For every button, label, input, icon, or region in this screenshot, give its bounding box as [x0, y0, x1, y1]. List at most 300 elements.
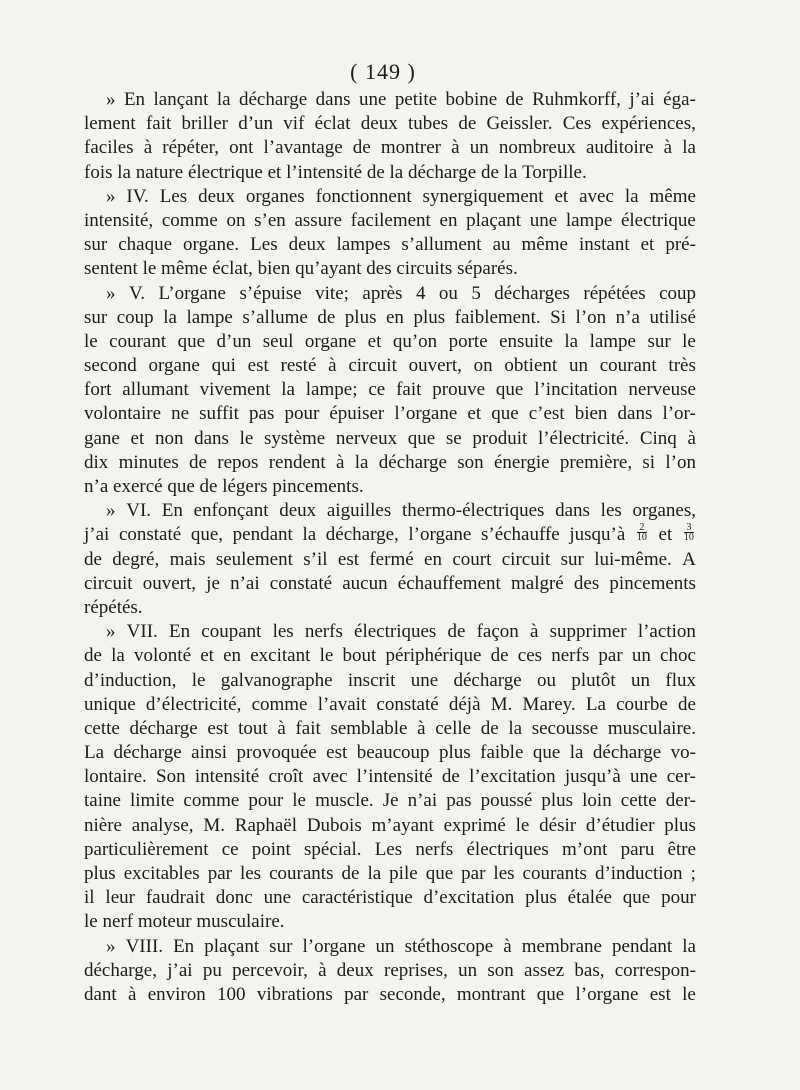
word: nerfs — [551, 645, 590, 667]
word: secousse — [531, 717, 599, 739]
word: A — [682, 548, 696, 570]
word: une — [529, 209, 558, 231]
word: la — [569, 742, 584, 764]
word: bout — [342, 645, 377, 667]
word: plus — [439, 742, 471, 764]
text-line — [84, 378, 696, 402]
word: caractéristique — [301, 887, 413, 909]
text-line — [84, 330, 696, 354]
word: M. — [490, 693, 513, 715]
word: décharge — [378, 451, 447, 473]
word: enfonçant — [193, 500, 269, 522]
word: ainsi — [191, 742, 228, 764]
word: nerveuse — [628, 379, 696, 401]
word: nerfs — [304, 621, 343, 643]
word: plus — [344, 306, 377, 328]
word: des — [366, 258, 397, 280]
word: je — [206, 572, 220, 594]
word: deux — [279, 500, 317, 522]
word: fermé — [369, 548, 414, 570]
word: et — [267, 161, 287, 183]
word: répétés. — [84, 596, 143, 618]
word: pincements — [609, 572, 696, 594]
word: à — [128, 983, 137, 1005]
word: ; — [690, 863, 696, 884]
word: de — [441, 766, 460, 788]
word: n’ai — [230, 572, 260, 594]
word: pour — [284, 403, 320, 425]
word: courants — [269, 863, 334, 884]
word: le — [515, 814, 530, 836]
word: Marey. — [522, 693, 576, 715]
word: légers — [222, 476, 273, 497]
word: lampes — [336, 234, 391, 256]
word: nature — [135, 161, 188, 183]
word: l’organe — [575, 983, 639, 1005]
word: de — [341, 863, 360, 884]
word: pour — [661, 887, 696, 909]
word: de — [677, 693, 696, 715]
word: constaté — [118, 524, 182, 546]
word: Je — [382, 790, 399, 812]
word: même — [161, 258, 213, 280]
word: à — [328, 355, 337, 377]
text-line — [84, 741, 696, 765]
word: un — [375, 935, 395, 957]
word: lui-même. — [594, 548, 672, 570]
word: organe — [304, 330, 357, 352]
word: der- — [665, 790, 696, 812]
word: sur — [647, 330, 671, 352]
text-line — [84, 209, 696, 233]
word: montrer — [380, 137, 441, 159]
word: et — [658, 524, 673, 546]
word: bas, — [574, 959, 605, 981]
word: leur — [105, 887, 135, 909]
word: assez — [524, 959, 565, 981]
text-line — [84, 717, 696, 741]
word: » — [106, 935, 116, 957]
word: obtient — [504, 355, 558, 377]
word: Dubois — [306, 814, 362, 836]
word: lampe — [589, 330, 636, 352]
word: Geissler. — [486, 113, 553, 135]
word: très — [668, 355, 696, 377]
word: décharge — [453, 669, 522, 691]
word: paru — [620, 838, 655, 860]
word: et — [554, 185, 569, 207]
word: flux — [665, 669, 696, 691]
text-line — [84, 814, 696, 838]
text-line — [84, 451, 696, 475]
word: ouvert, — [408, 355, 462, 377]
word: d’un — [238, 113, 274, 135]
word: Cinq — [639, 427, 677, 449]
word: assure — [294, 209, 342, 231]
word: pré- — [665, 234, 696, 256]
word: à — [529, 621, 539, 643]
word: bien — [574, 403, 608, 425]
word: aiguilles — [326, 500, 392, 522]
word: à — [143, 137, 153, 159]
word: tubes — [407, 113, 449, 135]
word: pour — [248, 790, 284, 812]
word: reprises, — [384, 959, 448, 981]
word: pu — [202, 959, 222, 981]
word: de — [366, 161, 390, 183]
word: spécial. — [304, 838, 362, 860]
word: que, — [190, 524, 224, 546]
word: bobine — [445, 89, 498, 110]
word: de — [317, 306, 336, 328]
word: allumant — [122, 379, 189, 401]
word: et — [130, 427, 145, 449]
word: Ruhmkorff, — [532, 89, 621, 110]
word: organes — [245, 185, 305, 207]
word: utilisé — [649, 306, 696, 328]
word: lampe; — [305, 379, 358, 401]
word: répétées — [583, 282, 646, 304]
word: Les — [250, 234, 278, 256]
word: taine — [84, 790, 121, 812]
word: musculaire. — [196, 911, 285, 933]
word: de — [199, 476, 223, 497]
word: est — [207, 717, 229, 739]
word: 100 — [217, 983, 246, 1005]
word: deux — [336, 959, 374, 981]
word: répéter, — [162, 137, 219, 159]
word: électrique — [187, 161, 268, 183]
word: En — [168, 621, 191, 643]
text-line — [84, 693, 696, 717]
word: beaucoup — [356, 742, 430, 764]
text-line — [84, 88, 696, 112]
text-line — [84, 644, 696, 668]
word: que — [495, 379, 524, 401]
word: que — [491, 403, 519, 425]
word: particulièrement — [84, 838, 209, 860]
word: ou — [438, 282, 458, 304]
word: La — [585, 693, 606, 715]
word: que — [622, 887, 651, 909]
word: décharge — [407, 161, 481, 183]
word: Son — [156, 766, 186, 788]
word: volontaire — [84, 403, 162, 425]
word: en — [439, 209, 458, 231]
word: de — [447, 621, 466, 643]
word: d’un — [216, 330, 252, 352]
word: de — [480, 717, 499, 739]
word: que — [167, 476, 200, 497]
word: la — [111, 645, 125, 667]
word: décharge — [592, 742, 662, 764]
word: décharge — [239, 89, 308, 110]
text-line — [84, 838, 696, 862]
text-line — [84, 669, 696, 693]
word: est — [326, 742, 348, 764]
word: par — [461, 863, 486, 884]
fraction-numerator: 3 — [684, 523, 694, 533]
word: 5 — [471, 282, 481, 304]
word: d’induction, — [84, 669, 177, 691]
word: et — [467, 403, 482, 425]
word: Raphaël — [234, 814, 298, 836]
word: de — [84, 548, 102, 570]
word: épuiser — [329, 403, 385, 425]
word: déjà — [448, 693, 481, 715]
word: décharge — [113, 742, 182, 764]
word: musculaire. — [607, 717, 696, 739]
word: faciles — [84, 137, 134, 159]
word: ne — [171, 403, 190, 425]
word: non — [154, 427, 184, 449]
text-line — [84, 306, 696, 330]
word: et — [367, 330, 382, 352]
word: poussé — [480, 790, 533, 812]
word: pas — [249, 403, 275, 425]
word: cette — [84, 717, 120, 739]
word: si — [642, 451, 656, 473]
text-line — [84, 282, 696, 306]
word: circuit — [501, 548, 551, 570]
word: lampe — [186, 306, 233, 328]
word: première, — [559, 451, 633, 473]
word: courants — [522, 863, 587, 884]
word: l’avait — [317, 693, 367, 715]
text-line — [84, 862, 696, 886]
word: la — [389, 161, 408, 183]
word: le — [682, 330, 696, 352]
word: donc — [215, 887, 253, 909]
fraction-numerator: 2 — [637, 523, 647, 533]
word: circuits — [396, 258, 458, 280]
word: plaçant — [466, 209, 522, 231]
word: V. — [128, 282, 145, 304]
word: l’intensité — [356, 766, 433, 788]
word: en — [424, 548, 442, 570]
word: En — [123, 89, 146, 110]
word: j’ai — [167, 959, 193, 981]
word: stéthoscope — [404, 935, 494, 957]
word: s’épuise — [239, 282, 302, 304]
word: excitables — [123, 863, 200, 884]
text-line — [84, 959, 696, 983]
word: périphérique — [385, 645, 482, 667]
word: l’organe — [394, 403, 458, 425]
word: seulement — [215, 548, 293, 570]
word: coup — [659, 282, 696, 304]
word: l’avantage — [263, 137, 343, 159]
word: comme — [161, 209, 218, 231]
word: la — [508, 717, 523, 739]
word: électriques — [466, 838, 549, 860]
word: VIII. — [125, 935, 164, 957]
word: pas — [446, 790, 472, 812]
word: et — [200, 645, 214, 667]
word: la — [302, 524, 317, 546]
word: sur — [84, 306, 108, 328]
word: dix — [84, 451, 109, 473]
word: à — [663, 137, 673, 159]
word: la — [163, 306, 177, 328]
word: la — [564, 330, 579, 352]
word: faudrait — [145, 887, 205, 909]
word: le — [142, 258, 162, 280]
word: faible — [480, 742, 524, 764]
word: au — [492, 234, 511, 256]
word: m’ont — [561, 838, 608, 860]
word: à — [318, 959, 327, 981]
word: le — [292, 790, 306, 812]
word: mais — [169, 548, 206, 570]
word: il — [84, 887, 95, 909]
word: la — [281, 379, 295, 401]
word: vif — [283, 113, 305, 135]
word: fort — [84, 379, 112, 401]
word: des — [573, 572, 600, 594]
text-line — [84, 257, 696, 281]
word: malgré — [510, 572, 564, 594]
word: cette — [620, 790, 657, 812]
word: M. — [203, 814, 225, 836]
body-text — [84, 88, 696, 1007]
word: décharge, — [84, 959, 157, 981]
word: produit — [472, 427, 528, 449]
word: m’ayant — [371, 814, 434, 836]
word: ce — [221, 838, 239, 860]
word: L’organe — [158, 282, 226, 304]
word: Si — [550, 306, 567, 328]
word: d’électricité, — [145, 693, 242, 715]
text-line — [84, 620, 696, 644]
word: point — [251, 838, 291, 860]
word: fonctionnent — [315, 185, 412, 207]
word: provoquée — [236, 742, 317, 764]
word: n’ai — [407, 790, 438, 812]
word: dans — [315, 89, 351, 110]
word: éclat — [314, 113, 351, 135]
word: de — [505, 89, 524, 110]
word: environ — [147, 983, 206, 1005]
word: loin — [582, 790, 612, 812]
word: les — [493, 863, 515, 884]
word: gane — [84, 427, 120, 449]
word: pendant — [612, 935, 673, 957]
word: courbe — [616, 693, 668, 715]
word: son — [457, 451, 484, 473]
word: système — [264, 427, 326, 449]
word: décharges — [494, 282, 570, 304]
word: que — [536, 983, 565, 1005]
word: porte — [448, 330, 488, 352]
word: seul — [262, 330, 294, 352]
word: que — [532, 742, 561, 764]
word: prouve — [432, 379, 486, 401]
word: muscle. — [315, 790, 374, 812]
word: plus — [664, 814, 696, 836]
word: cer- — [666, 766, 696, 788]
word: d’excitation — [423, 887, 515, 909]
word: ces — [517, 645, 543, 667]
word: électriques — [354, 621, 437, 643]
word: qu’on — [392, 330, 438, 352]
word: » — [106, 500, 116, 522]
word: pincements. — [272, 476, 364, 497]
word: s’échauffe — [480, 524, 560, 546]
word: nerfs — [415, 838, 454, 860]
text-line — [84, 499, 696, 523]
word: croît — [268, 766, 304, 788]
word: plus — [84, 863, 116, 884]
word: n’a — [84, 476, 114, 497]
word: organes, — [632, 500, 696, 522]
word: qu’ayant — [295, 258, 367, 280]
word: le — [239, 427, 254, 449]
word: la — [624, 185, 639, 207]
word: chaque — [118, 234, 173, 256]
word: dant — [84, 983, 117, 1005]
word: être — [667, 838, 696, 860]
word: suffit — [199, 403, 239, 425]
word: j’ai — [629, 89, 655, 110]
word: montrant — [456, 983, 526, 1005]
text-line — [84, 886, 696, 910]
word: lontaire. — [84, 766, 147, 788]
word: pendant — [232, 524, 293, 546]
word: l’électricité. — [537, 427, 630, 449]
word: petite — [394, 89, 438, 110]
word: la — [682, 935, 696, 957]
word: c’est — [528, 403, 565, 425]
word: vite; — [315, 282, 349, 304]
word: deux — [288, 234, 326, 256]
word: dans — [617, 403, 653, 425]
word: vivement — [199, 379, 271, 401]
word: ou — [537, 669, 557, 691]
word: d’étudier — [585, 814, 655, 836]
word: Les — [159, 185, 188, 207]
text-line — [84, 427, 696, 451]
word: Ces — [562, 113, 592, 135]
word: l’organe — [408, 524, 472, 546]
text-line — [84, 935, 696, 959]
word: intensité — [194, 766, 260, 788]
word: instant — [578, 234, 630, 256]
word: En — [161, 500, 183, 522]
text-line — [84, 185, 696, 209]
word: est — [649, 983, 671, 1005]
word: l’organe — [302, 935, 366, 957]
word: pile — [389, 863, 418, 884]
word: s’allume — [242, 306, 308, 328]
text-line — [84, 596, 696, 620]
word: seconde, — [379, 983, 446, 1005]
word: l’on — [665, 451, 696, 473]
word: nerf — [102, 911, 138, 933]
word: comme — [183, 790, 240, 812]
word: à — [687, 427, 696, 449]
word: coup — [116, 306, 154, 328]
word: organe. — [183, 234, 240, 256]
word: bien — [257, 258, 296, 280]
word: par — [207, 863, 232, 884]
word: circuit — [348, 355, 397, 377]
word: rendent — [268, 451, 326, 473]
text-line — [84, 548, 696, 572]
word: ce — [368, 379, 386, 401]
word: désir — [539, 814, 577, 836]
word: est — [247, 355, 269, 377]
